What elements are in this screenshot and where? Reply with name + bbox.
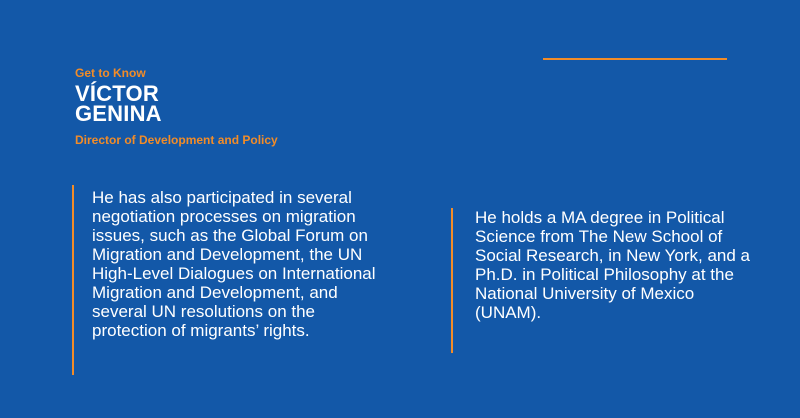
bio-paragraph-left: He has also participated in several negotiation processes on migration issues, such as the Global Forum on Migration and Development, the UN High-Level Dialogues on International Migration and Development, and several UN resolutions on the protection of migrants’ rights. bbox=[72, 185, 392, 375]
name-line-last: GENINA bbox=[75, 101, 162, 126]
accent-divider bbox=[543, 58, 727, 60]
name-line-first: VÍCTOR bbox=[75, 81, 159, 106]
person-name bbox=[75, 81, 278, 126]
bio-paragraph-right: He holds a MA degree in Political Science from The New School of Social Research, in New York, and a Ph.D. in Political Philosophy at the National University of Mexico (UNAM). bbox=[451, 208, 751, 353]
job-title: Director of Development and Policy bbox=[75, 133, 278, 147]
eyebrow-label: Get to Know bbox=[75, 66, 146, 80]
profile-header bbox=[75, 65, 278, 148]
